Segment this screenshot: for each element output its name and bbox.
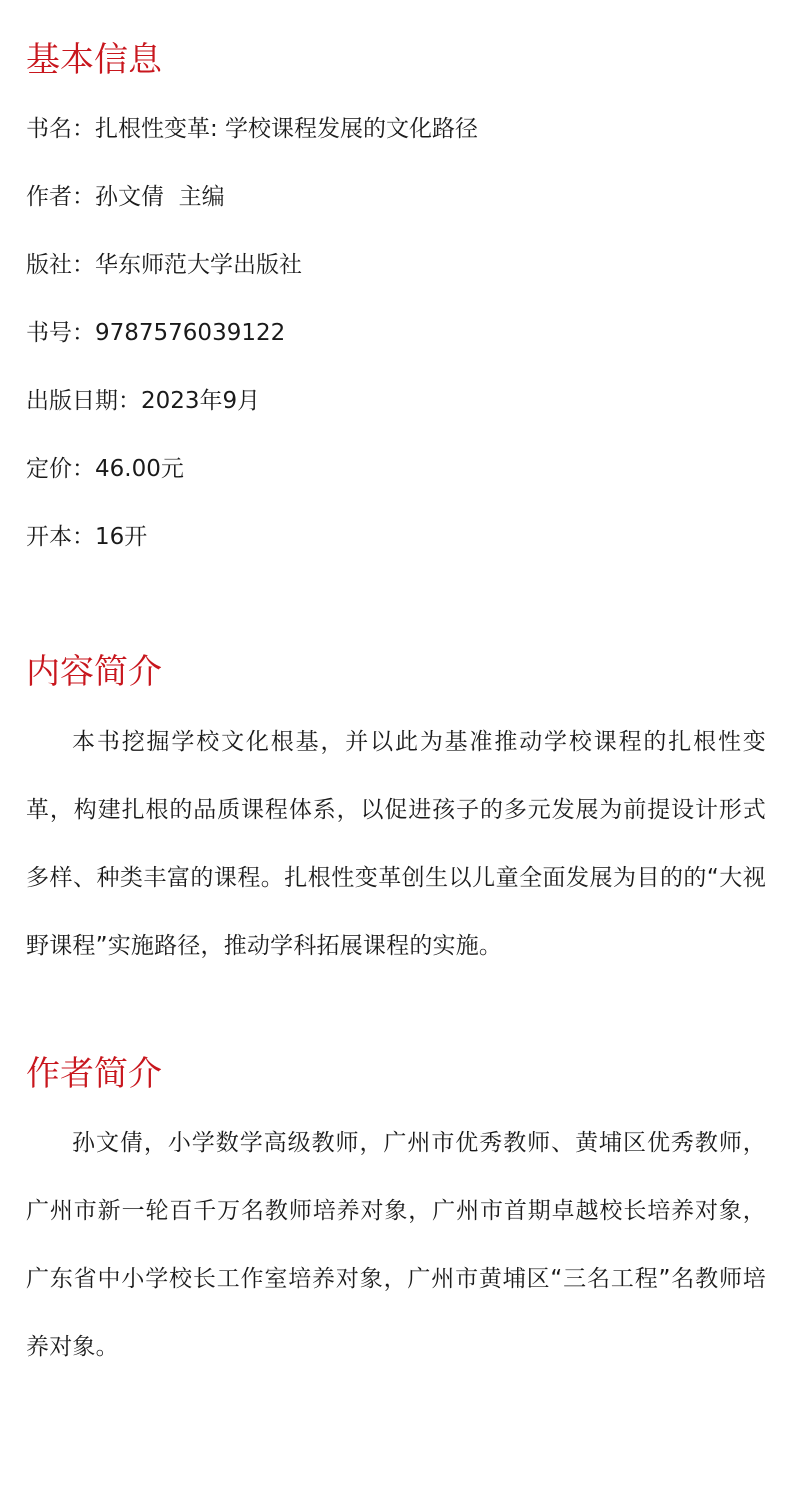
info-label: 定价： [26, 456, 95, 482]
author-intro-text: 孙文倩，小学数学高级教师，广州市优秀教师、黄埔区优秀教师，广州市新一轮百千万名教师培养对象，广州市首期卓越校长培养对象，广东省中小学校长工作室培养对象，广州市黄埔区“三名工程”名教师培养对象。 [26, 1130, 766, 1360]
info-label: 作者： [26, 184, 95, 210]
info-value: 华东师范大学出版社 [95, 252, 302, 278]
info-label: 开本： [26, 524, 95, 550]
content-intro-text: 本书挖掘学校文化根基，并以此为基准推动学校课程的扎根性变革，构建扎根的品质课程体系，以促进孩子的多元发展为前提设计形式多样、种类丰富的课程。扎根性变革创生以儿童全面发展为目的的“大视野课程”实施路径，推动学科拓展课程的实施。 [26, 729, 766, 959]
info-row-pub-date [26, 384, 478, 418]
info-row-format [26, 520, 478, 554]
content-intro-title: 内容简介 [26, 652, 162, 692]
basic-info-title: 基本信息 [26, 40, 162, 80]
info-value: 孙文倩 主编 [95, 184, 225, 210]
info-value: 2023年9月 [141, 388, 261, 414]
info-row-title [26, 112, 478, 146]
info-value: 扎根性变革: 学校课程发展的文化路径 [95, 116, 479, 142]
info-value: 16开 [95, 524, 148, 550]
info-label: 书号： [26, 320, 95, 346]
info-row-isbn [26, 316, 478, 350]
info-label: 版社： [26, 252, 95, 278]
info-row-publisher [26, 248, 478, 282]
info-row-author [26, 180, 478, 214]
info-label: 出版日期： [26, 388, 141, 414]
basic-info-list [26, 112, 478, 588]
info-value: 46.00元 [95, 456, 184, 482]
info-label: 书名： [26, 116, 95, 142]
info-value: 9787576039122 [95, 320, 286, 346]
info-row-price [26, 452, 478, 486]
author-intro-title: 作者简介 [26, 1054, 162, 1094]
